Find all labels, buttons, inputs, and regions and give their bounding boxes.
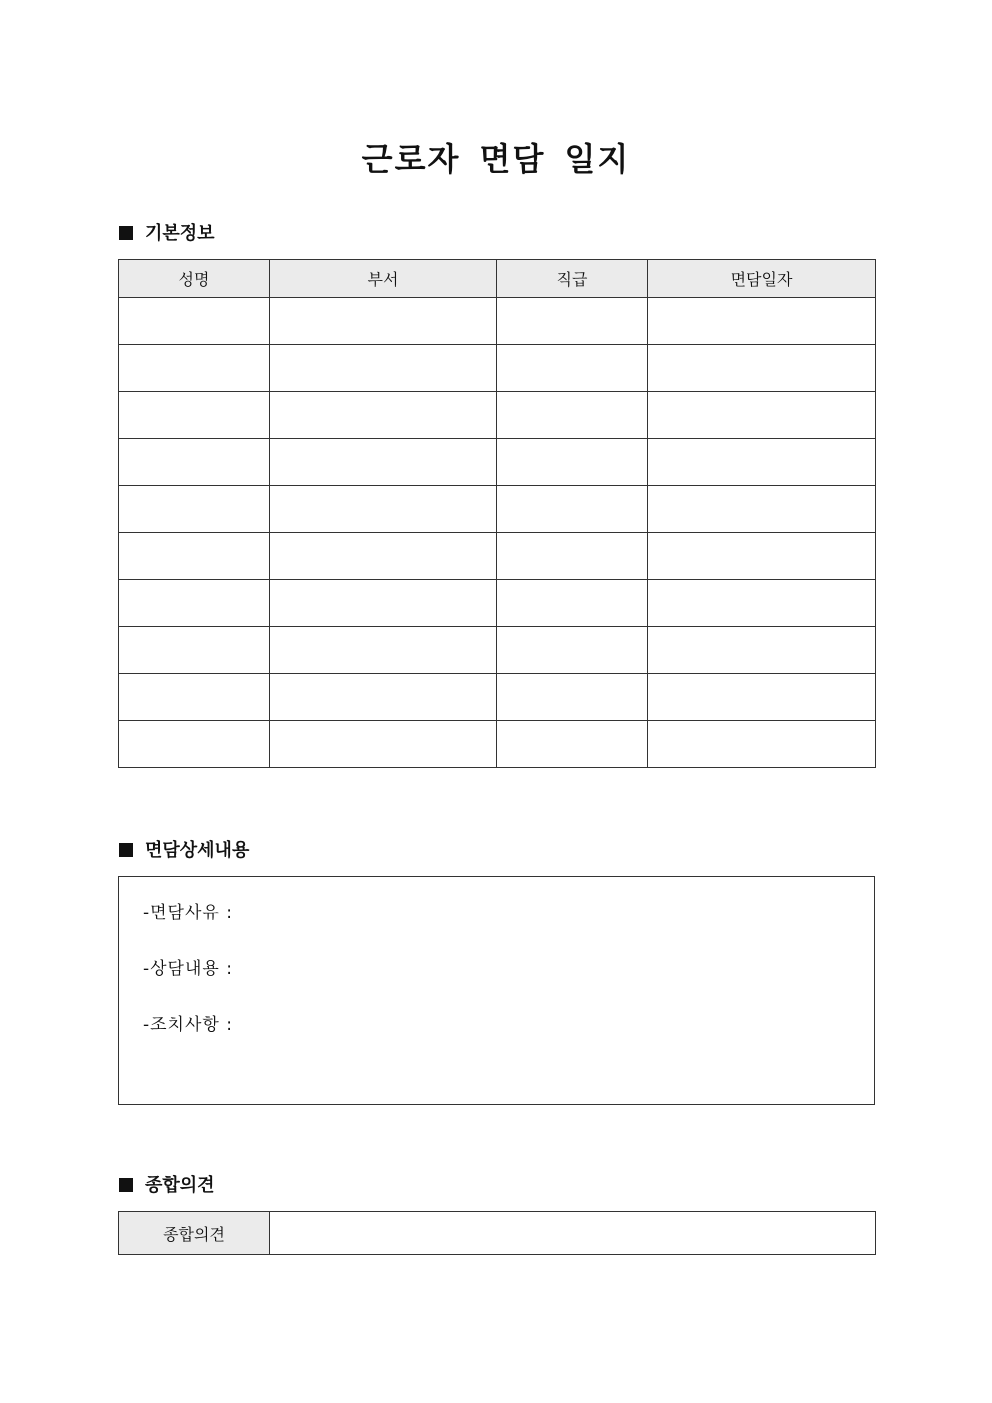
cell-name[interactable] (119, 345, 270, 392)
cell-name[interactable] (119, 298, 270, 345)
section-heading-label: 종합의견 (145, 1175, 215, 1196)
cell-department[interactable] (270, 533, 497, 580)
cell-name[interactable] (119, 627, 270, 674)
table-row (119, 580, 876, 627)
cell-department[interactable] (270, 721, 497, 768)
cell-department[interactable] (270, 580, 497, 627)
cell-interview-date[interactable] (648, 533, 876, 580)
square-bullet-icon (119, 843, 133, 857)
square-bullet-icon (119, 226, 133, 240)
column-header-name: 성명 (119, 260, 270, 298)
cell-name[interactable] (119, 439, 270, 486)
cell-interview-date[interactable] (648, 486, 876, 533)
section-heading-label: 면담상세내용 (145, 840, 250, 861)
table-row (119, 486, 876, 533)
cell-position[interactable] (497, 392, 648, 439)
cell-name[interactable] (119, 721, 270, 768)
cell-department[interactable] (270, 345, 497, 392)
table-row (119, 533, 876, 580)
table-row (119, 298, 876, 345)
detail-line-action: -조치사항 : (143, 1015, 233, 1035)
summary-value-cell[interactable] (270, 1212, 876, 1255)
cell-name[interactable] (119, 533, 270, 580)
detail-line-counseling: -상담내용 : (143, 959, 233, 979)
cell-position[interactable] (497, 627, 648, 674)
table-row (119, 1212, 876, 1255)
column-header-department: 부서 (270, 260, 497, 298)
column-header-position: 직급 (497, 260, 648, 298)
document-title: 근로자 면담 일지 (361, 140, 631, 178)
section-heading-details (119, 839, 249, 863)
cell-position[interactable] (497, 345, 648, 392)
cell-position[interactable] (497, 439, 648, 486)
table-row (119, 674, 876, 721)
basic-info-table (118, 259, 876, 768)
cell-department[interactable] (270, 486, 497, 533)
interview-details-box[interactable] (118, 876, 875, 1105)
cell-name[interactable] (119, 486, 270, 533)
table-row (119, 439, 876, 486)
section-heading-label: 기본정보 (145, 223, 215, 244)
section-heading-basic-info (119, 222, 215, 246)
cell-interview-date[interactable] (648, 392, 876, 439)
cell-department[interactable] (270, 439, 497, 486)
cell-interview-date[interactable] (648, 627, 876, 674)
section-heading-summary (119, 1174, 215, 1198)
table-row (119, 345, 876, 392)
summary-label: 종합의견 (119, 1212, 270, 1255)
cell-name[interactable] (119, 674, 270, 721)
cell-department[interactable] (270, 627, 497, 674)
cell-position[interactable] (497, 298, 648, 345)
cell-interview-date[interactable] (648, 674, 876, 721)
cell-department[interactable] (270, 674, 497, 721)
cell-name[interactable] (119, 580, 270, 627)
table-header-row (119, 260, 876, 298)
table-row (119, 392, 876, 439)
column-header-interview-date: 면담일자 (648, 260, 876, 298)
square-bullet-icon (119, 1178, 133, 1192)
cell-interview-date[interactable] (648, 345, 876, 392)
cell-interview-date[interactable] (648, 439, 876, 486)
cell-position[interactable] (497, 486, 648, 533)
cell-interview-date[interactable] (648, 580, 876, 627)
cell-interview-date[interactable] (648, 721, 876, 768)
cell-position[interactable] (497, 580, 648, 627)
cell-name[interactable] (119, 392, 270, 439)
cell-department[interactable] (270, 298, 497, 345)
cell-position[interactable] (497, 674, 648, 721)
cell-position[interactable] (497, 533, 648, 580)
cell-interview-date[interactable] (648, 298, 876, 345)
cell-department[interactable] (270, 392, 497, 439)
table-row (119, 721, 876, 768)
cell-position[interactable] (497, 721, 648, 768)
detail-line-reason: -면담사유 : (143, 903, 233, 923)
table-row (119, 627, 876, 674)
summary-table (118, 1211, 876, 1255)
